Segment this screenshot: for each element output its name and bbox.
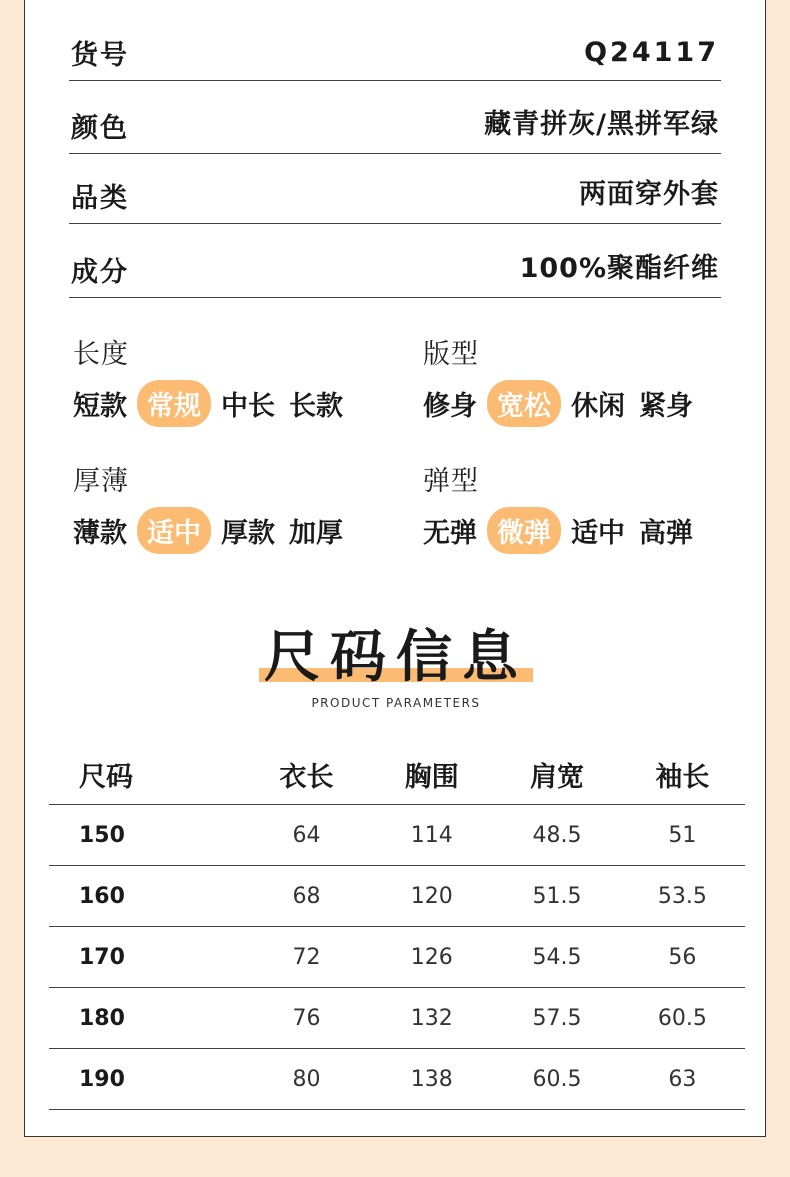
measurement-cell: 51.5 (494, 866, 619, 927)
option-thickness: 厚款 (221, 518, 275, 549)
attr-options-thickness (69, 507, 347, 554)
info-value: 100%聚酯纤维 (519, 253, 719, 284)
measurement-cell: 68 (244, 866, 369, 927)
measurement-cell: 48.5 (494, 805, 619, 866)
info-label: 品类 (71, 183, 129, 214)
column-header: 肩宽 (494, 744, 619, 805)
size-cell: 180 (49, 988, 244, 1049)
size-cell: 160 (49, 866, 244, 927)
size-cell: 150 (49, 805, 244, 866)
table-row (49, 805, 745, 866)
table-row (49, 927, 745, 988)
option-length: 中长 (221, 391, 275, 422)
column-header: 衣长 (244, 744, 369, 805)
measurement-cell: 63 (620, 1049, 745, 1110)
measurement-cell: 132 (369, 988, 494, 1049)
measurement-cell: 60.5 (620, 988, 745, 1049)
option-elasticity: 适中 (571, 518, 625, 549)
option-thickness: 薄款 (73, 518, 127, 549)
measurement-cell: 53.5 (620, 866, 745, 927)
column-header: 尺码 (49, 744, 244, 805)
option-fit: 休闲 (571, 391, 625, 422)
option-length: 短款 (73, 391, 127, 422)
measurement-cell: 138 (369, 1049, 494, 1110)
column-header: 袖长 (620, 744, 745, 805)
info-value: 两面穿外套 (579, 179, 719, 210)
measurement-cell: 72 (244, 927, 369, 988)
attr-options-elasticity (419, 507, 697, 554)
info-label: 成分 (71, 257, 129, 288)
option-fit: 紧身 (639, 391, 693, 422)
option-length: 长款 (289, 391, 343, 422)
product-spec-card (24, 0, 766, 1137)
info-label: 货号 (71, 40, 129, 71)
measurement-cell: 51 (620, 805, 745, 866)
info-value: 藏青拼灰/黑拼军绿 (484, 109, 719, 140)
table-row (49, 866, 745, 927)
option-thickness-selected: 适中 (137, 507, 211, 554)
info-row-item-number (69, 8, 721, 81)
info-row-color (69, 81, 721, 154)
size-table-header-row (49, 744, 745, 805)
attr-options-fit (419, 380, 697, 427)
option-length-selected: 常规 (137, 380, 211, 427)
size-section-subtitle: PRODUCT PARAMETERS (311, 696, 481, 710)
size-table (49, 744, 745, 1110)
measurement-cell: 80 (244, 1049, 369, 1110)
measurement-cell: 57.5 (494, 988, 619, 1049)
option-fit: 修身 (423, 391, 477, 422)
measurement-cell: 54.5 (494, 927, 619, 988)
option-elasticity: 高弹 (639, 518, 693, 549)
size-cell: 190 (49, 1049, 244, 1110)
option-elasticity: 无弹 (423, 518, 477, 549)
measurement-cell: 114 (369, 805, 494, 866)
attr-title-elasticity: 弹型 (423, 466, 479, 497)
info-value: Q24117 (584, 37, 719, 68)
column-header: 胸围 (369, 744, 494, 805)
measurement-cell: 120 (369, 866, 494, 927)
size-cell: 170 (49, 927, 244, 988)
info-row-material (69, 225, 721, 298)
size-section-title: 尺码信息 (264, 625, 528, 690)
measurement-cell: 60.5 (494, 1049, 619, 1110)
measurement-cell: 126 (369, 927, 494, 988)
attr-title-fit: 版型 (423, 339, 479, 370)
measurement-cell: 64 (244, 805, 369, 866)
table-row (49, 1049, 745, 1110)
option-elasticity-selected: 微弹 (487, 507, 561, 554)
measurement-cell: 76 (244, 988, 369, 1049)
table-row (49, 988, 745, 1049)
attr-title-thickness: 厚薄 (73, 466, 129, 497)
option-fit-selected: 宽松 (487, 380, 561, 427)
attr-options-length (69, 380, 347, 427)
size-section-heading (25, 624, 767, 692)
info-label: 颜色 (71, 113, 129, 144)
option-thickness: 加厚 (289, 518, 343, 549)
measurement-cell: 56 (620, 927, 745, 988)
info-row-category (69, 151, 721, 224)
attr-title-length: 长度 (73, 339, 129, 370)
